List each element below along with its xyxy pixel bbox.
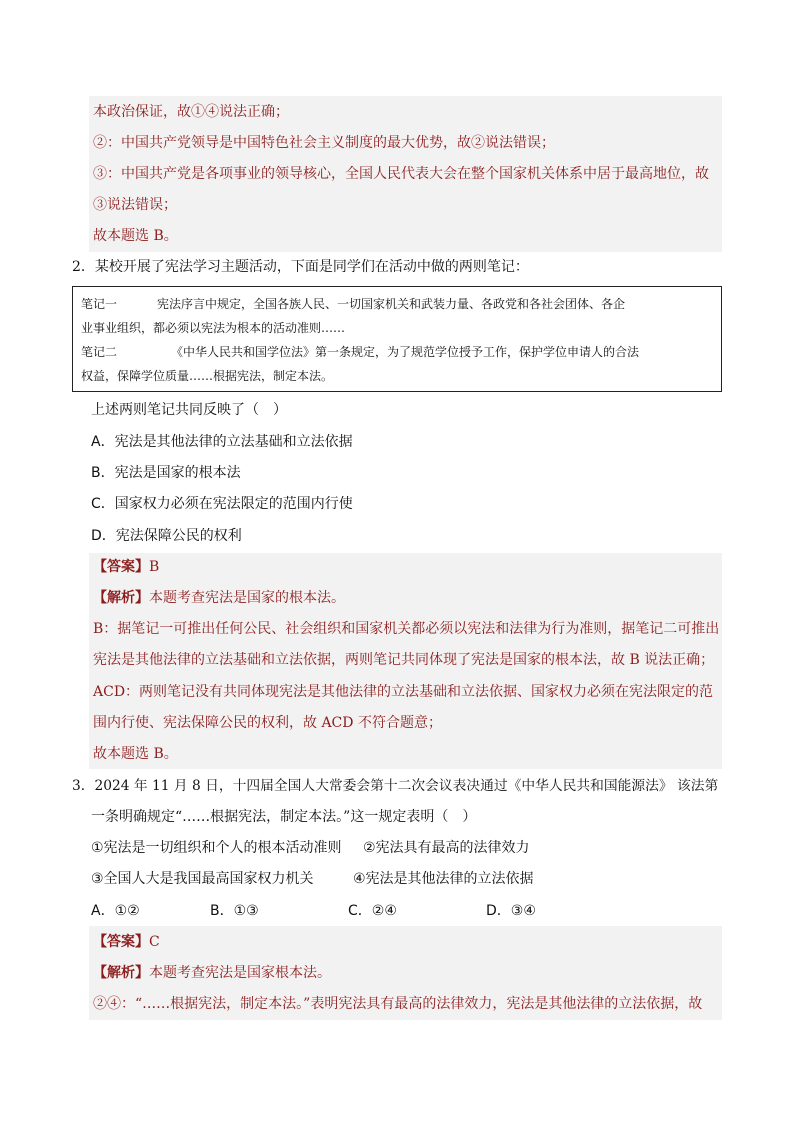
notes-box (72, 286, 722, 392)
q3-exp-1: ②④：“……根据宪法，制定本法。”表明宪法具有最高的法律效力，宪法是其他法律的立法依据，故 (93, 996, 703, 1012)
q2-question: 上述两则笔记共同反映了（ ） (91, 402, 287, 418)
answer-label: 【答案】 (93, 559, 149, 575)
q3-option-b: B．①③ (210, 903, 259, 919)
q1-line-3: ③：中国共产党是各项事业的领导核心，全国人民代表大会在整个国家机关体系中居于最高地位，故 (93, 166, 709, 182)
q2-option-b: B．宪法是国家的根本法 (91, 465, 241, 481)
q2-exp-b-1: B：据笔记一可推出任何公民、社会组织和国家机关都必须以宪法和法律为行为准则，据笔记二可推出 (93, 621, 720, 637)
q1-line-4: ③说法错误； (93, 197, 177, 213)
q3-option-c: C．②④ (348, 903, 397, 919)
note2-text-2: 权益，保障学位质量……根据宪法，制定本法。 (81, 369, 334, 383)
q2-exp-b-2: 宪法是其他法律的立法基础和立法依据，两则笔记共同体现了宪法是国家的根本法，故 B 说法正确； (93, 652, 715, 668)
q3-option-a: A．①② (91, 903, 140, 919)
q3-item-2: ②宪法具有最高的法律效力 (363, 840, 530, 856)
q2-exp-acd-2: 围内行使、宪法保障公民的权利，故 ACD 不符合题意； (93, 715, 442, 731)
q1-line-2: ②：中国共产党领导是中国特色社会主义制度的最大优势，故②说法错误； (93, 135, 555, 151)
q3-item-1: ①宪法是一切组织和个人的根本活动准则 (91, 840, 342, 856)
q2-exp-acd-1: ACD：两则笔记没有共同体现宪法是其他法律的立法基础和立法依据、国家权力必须在宪法限定的范 (93, 684, 714, 700)
note1-label: 笔记一 (81, 297, 118, 311)
answer-value: C (149, 934, 160, 950)
q3-item-4: ④宪法是其他法律的立法依据 (353, 871, 534, 887)
q3-option-d: D．③④ (486, 903, 536, 919)
analysis-text: 本题考查宪法是国家的根本法。 (149, 590, 345, 606)
q2-answer (93, 557, 159, 577)
q2-analysis (93, 588, 345, 608)
analysis-text: 本题考查宪法是国家根本法。 (149, 965, 331, 981)
note1-text-2: 业事业组织，都必须以宪法为根本的活动准则…… (81, 321, 346, 335)
q2-option-d: D．宪法保障公民的权利 (91, 528, 242, 544)
q1-line-1: 本政治保证，故①④说法正确； (93, 104, 289, 120)
answer-label: 【答案】 (93, 934, 149, 950)
answer-value: B (149, 559, 160, 575)
q2-stem: 2．某校开展了宪法学习主题活动，下面是同学们在活动中做的两则笔记： (72, 259, 529, 275)
note2-text: 《中华人民共和国学位法》第一条规定，为了规范学位授予工作，保护学位申请人的合法 (171, 345, 640, 359)
q3-item-3: ③全国人大是我国最高国家权力机关 (91, 871, 314, 887)
q3-answer (93, 932, 160, 952)
analysis-label: 【解析】 (93, 965, 149, 981)
q2-option-a: A．宪法是其他法律的立法基础和立法依据 (91, 434, 353, 450)
note1-text: 宪法序言中规定，全国各族人民、一切国家机关和武装力量、各政党和各社会团体、各企 (157, 297, 626, 311)
q1-conclusion: 故本题选 B。 (93, 228, 178, 244)
q2-conclusion: 故本题选 B。 (93, 746, 178, 762)
q3-analysis (93, 963, 331, 983)
analysis-label: 【解析】 (93, 590, 149, 606)
note2-label: 笔记二 (81, 345, 118, 359)
q3-stem-2: 一条明确规定“……根据宪法，制定本法。”这一规定表明（ ） (91, 809, 477, 825)
q2-option-c: C．国家权力必须在宪法限定的范围内行使 (91, 496, 353, 512)
q3-stem-1: 3．2024 年 11 月 8 日，十四届全国人大常委会第十二次会议表决通过《中华人民共和国能源法》 该法第 (72, 778, 719, 794)
